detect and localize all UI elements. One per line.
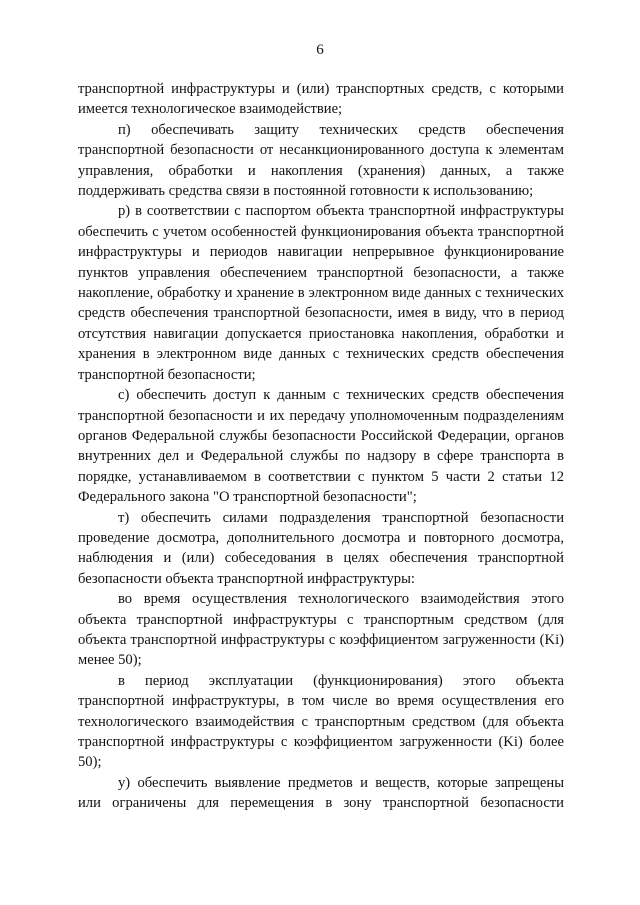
paragraph-item-u: у) обеспечить выявление предметов и веществ, которые запрещены или ограничены для перемещения в зону транспортной безопасности	[78, 774, 564, 812]
paragraph-subitem-interaction: во время осуществления технологического взаимодействия этого объекта транспортной инфраструктуры с транспортным средством (для объекта транспортной инфраструктуры с коэффициентом загруженности (Ki) менее 50);	[78, 591, 564, 669]
document-body	[78, 79, 564, 814]
paragraph-item-p: п) обеспечивать защиту технических средств обеспечения транспортной безопасности от несанкционированного доступа к элементам управления, обработки и накопления (хранения) данных, а также поддерживать средства связи в постоянной готовности к использованию;	[78, 121, 564, 200]
paragraph-item-r: р) в соответствии с паспортом объекта транспортной инфраструктуры обеспечить с учетом особенностей функционирования объекта транспортной инфраструктуры и периодов навигации непрерывное функционирование пунктов управления обеспечением транспортной безопасности, а также накопление, обработку и хранение в электронном виде данных с технических средств обеспечения транспортной безопасности, имея в виду, что в период отсутствия навигации допускается приостановка накопления, обработки и хранения в электронном виде данных с технических средств обеспечения транспортной безопасности;	[78, 203, 564, 383]
paragraph-item-s: с) обеспечить доступ к данным с технических средств обеспечения транспортной безопасности и их передачу уполномоченным подразделениям органов Федеральной службы безопасности Российской Федерации, органов внутренних дел и Федеральной службы по надзору в сфере транспорта в порядке, устанавливаемом в соответствии с пунктом 5 части 2 статьи 12 Федерального закона "О транспортной безопасности";	[78, 387, 564, 506]
page-number: 6	[316, 42, 324, 58]
paragraph-subitem-operation: в период эксплуатации (функционирования) этого объекта транспортной инфраструктуры, в том числе во время осуществления его технологического взаимодействия с транспортным средством (для объекта транспортной инфраструктуры с коэффициентом загруженности (Ki) более 50);	[78, 672, 564, 771]
paragraph-continuation: транспортной инфраструктуры и (или) транспортных средств, с которыми имеется технологическое взаимодействие;	[78, 81, 564, 118]
paragraph-item-t: т) обеспечить силами подразделения транспортной безопасности проведение досмотра, дополнительного досмотра и повторного досмотра, наблюдения и (или) собеседования в целях обеспечения транспортной безопасности объекта транспортной инфраструктуры:	[78, 509, 564, 587]
